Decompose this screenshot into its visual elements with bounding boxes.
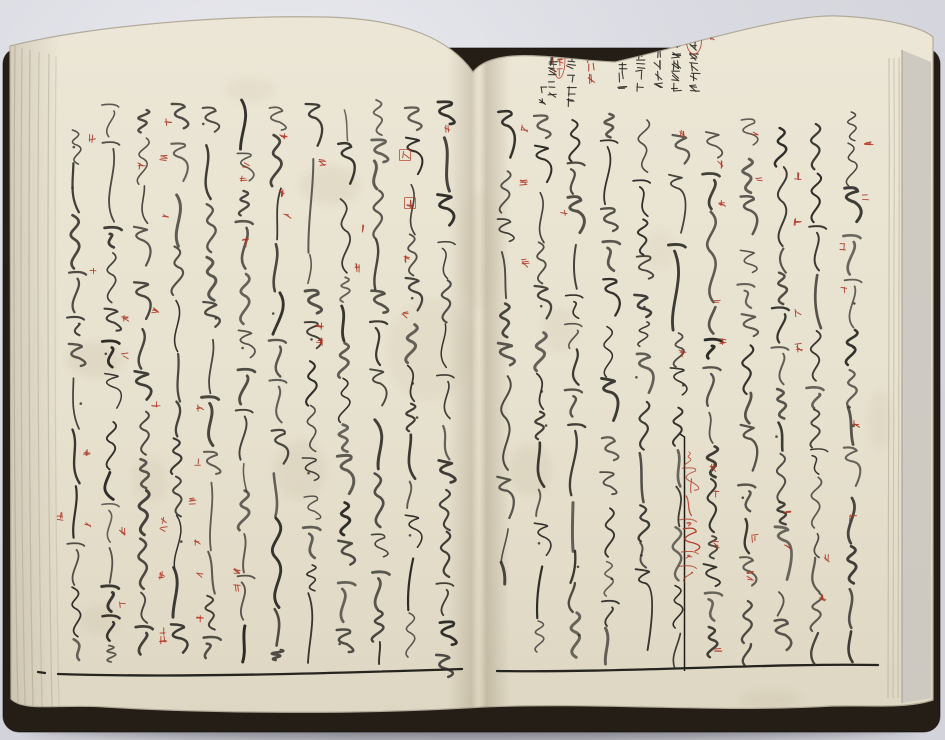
ink-dot xyxy=(71,186,74,189)
ink-dot xyxy=(180,540,183,543)
glyph-stroke xyxy=(198,459,199,464)
ink-dot xyxy=(73,146,76,149)
glyph-stroke xyxy=(850,516,857,517)
right-fore-edge-strip xyxy=(902,50,931,703)
paper-stain xyxy=(460,190,500,310)
ink-dot xyxy=(545,424,548,427)
glyph-stroke xyxy=(715,649,721,650)
glyph-stroke xyxy=(747,573,753,574)
paper-stain xyxy=(740,690,800,710)
ink-dot xyxy=(412,382,415,385)
paper-stain xyxy=(542,308,578,352)
ink-dot xyxy=(853,302,856,305)
ink-dot xyxy=(578,634,581,637)
brush-stroke xyxy=(572,503,573,552)
glyph-stroke xyxy=(540,102,545,103)
glyph-stroke xyxy=(568,61,575,62)
ink-dot xyxy=(416,416,419,419)
glyph-stroke xyxy=(796,349,802,350)
glyph-stroke xyxy=(619,87,626,88)
ink-dot xyxy=(272,312,275,315)
ink-dot xyxy=(215,317,218,320)
paper-stain xyxy=(388,298,472,402)
glyph-stroke xyxy=(548,94,556,95)
glyph-stroke xyxy=(552,57,553,63)
glyph-stroke xyxy=(163,216,169,217)
paper-stain xyxy=(300,165,360,205)
ink-dot xyxy=(640,554,643,557)
glyph-stroke xyxy=(90,270,96,271)
ink-dot xyxy=(611,578,614,581)
glyph-stroke xyxy=(795,309,796,316)
glyph-stroke xyxy=(673,61,674,70)
glyph-stroke xyxy=(567,100,573,101)
glyph-stroke xyxy=(521,130,527,131)
glyph-stroke xyxy=(863,199,869,200)
glyph-stroke xyxy=(714,300,720,301)
bottom-rule-tick xyxy=(38,672,45,673)
glyph-stroke xyxy=(243,167,248,168)
ink-dot xyxy=(307,472,310,475)
ink-dot xyxy=(635,376,638,379)
glyph-stroke xyxy=(757,180,762,181)
paper-stain xyxy=(274,440,326,500)
glyph-stroke xyxy=(190,498,195,499)
paper-stain xyxy=(868,390,892,450)
ink-dot xyxy=(577,566,580,569)
ink-dot xyxy=(852,346,855,349)
ink-dot xyxy=(202,123,205,126)
glyph-stroke xyxy=(120,602,121,608)
glyph-stroke xyxy=(713,541,719,542)
ink-dot xyxy=(775,435,778,438)
glyph-stroke xyxy=(638,68,645,69)
brush-stroke xyxy=(379,642,380,664)
brush-stroke xyxy=(342,306,344,341)
glyph-stroke xyxy=(752,536,753,542)
glyph-stroke xyxy=(551,57,552,65)
ink-dot xyxy=(241,347,244,350)
glyph-stroke xyxy=(60,513,61,518)
glyph-stroke xyxy=(522,263,529,264)
glyph-stroke xyxy=(448,126,449,132)
ink-dot xyxy=(742,496,745,499)
ink-dot xyxy=(540,305,543,308)
ink-dot xyxy=(643,306,646,309)
ink-dot xyxy=(411,297,414,300)
glyph-stroke xyxy=(865,143,871,144)
ink-dot xyxy=(409,534,412,537)
ink-dot xyxy=(682,384,685,387)
ink-dot xyxy=(310,338,313,341)
glyph-stroke xyxy=(153,406,160,407)
glyph-stroke xyxy=(658,51,659,58)
glyph-stroke xyxy=(797,345,798,352)
paper-stain xyxy=(644,230,676,270)
ink-dot xyxy=(105,353,108,356)
paper-stain xyxy=(132,456,168,504)
paper-stain xyxy=(225,78,275,102)
ink-dot xyxy=(338,643,341,646)
glyph-stroke xyxy=(84,453,90,454)
paper-stain xyxy=(67,342,123,378)
ink-dot xyxy=(541,390,544,393)
glyph-stroke xyxy=(691,87,697,88)
glyph-stroke xyxy=(673,90,681,91)
glyph-stroke xyxy=(690,85,696,86)
glyph-stroke xyxy=(161,155,167,156)
glyph-stroke xyxy=(637,63,645,64)
glyph-stroke xyxy=(844,244,845,250)
glyph-stroke xyxy=(691,91,700,92)
paper-stain xyxy=(508,444,552,496)
glyph-stroke xyxy=(568,101,574,102)
glyph-stroke xyxy=(798,173,799,180)
glyph-stroke xyxy=(682,350,683,357)
ink-dot xyxy=(538,542,541,545)
brush-stroke xyxy=(243,626,245,662)
glyph-stroke xyxy=(356,263,357,269)
ink-dot xyxy=(80,402,83,405)
paper-stain xyxy=(80,606,120,634)
